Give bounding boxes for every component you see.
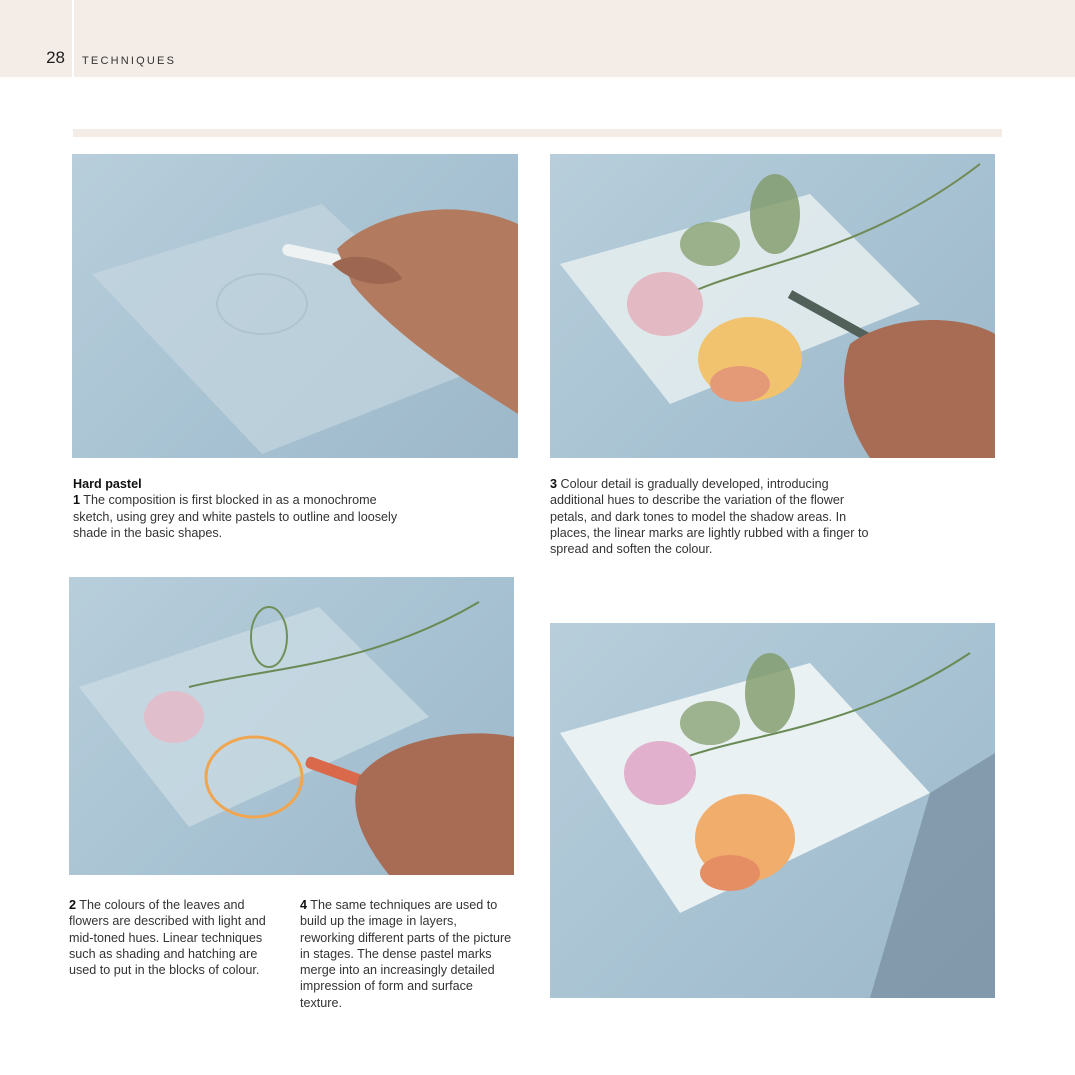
- step-4-photo: [550, 623, 995, 998]
- section-label: TECHNIQUES: [82, 55, 177, 67]
- top-rule: [73, 129, 1002, 137]
- step-text: Colour detail is gradually developed, introducing additional hues to describe the variation of the flower petals, and dark tones to model the shadow areas. In places, the linear marks are lightly rubbed with a finger to spread and soften the colour.: [550, 477, 869, 557]
- step-number: 1: [73, 493, 81, 508]
- step-number: 2: [69, 898, 77, 912]
- caption-step-1: [73, 476, 403, 541]
- step-2-photo: [69, 577, 514, 875]
- caption-step-3: [550, 476, 880, 557]
- step-text: The composition is first blocked in as a monochrome sketch, using grey and white pastels to outline and loosely shade in the basic shapes.: [73, 493, 398, 540]
- section-title: Hard pastel: [73, 477, 142, 491]
- step-3-photo: [550, 154, 995, 458]
- step-1-photo: [72, 154, 518, 458]
- step-text: The same techniques are used to build up the image in layers, reworking different parts of the picture in stages. The dense pastel marks merge into an increasingly detailed impression of form and surface texture.: [300, 898, 512, 1010]
- caption-step-2: [69, 897, 283, 978]
- step-number: 3: [550, 477, 558, 491]
- header-divider: [72, 0, 74, 77]
- step-number: 4: [300, 898, 308, 912]
- step-text: The colours of the leaves and flowers are described with light and mid-toned hues. Linear techniques such as shading and hatching are used to put in the blocks of colour.: [69, 898, 266, 978]
- caption-step-4: [300, 897, 512, 1011]
- page-number: 28: [46, 48, 65, 67]
